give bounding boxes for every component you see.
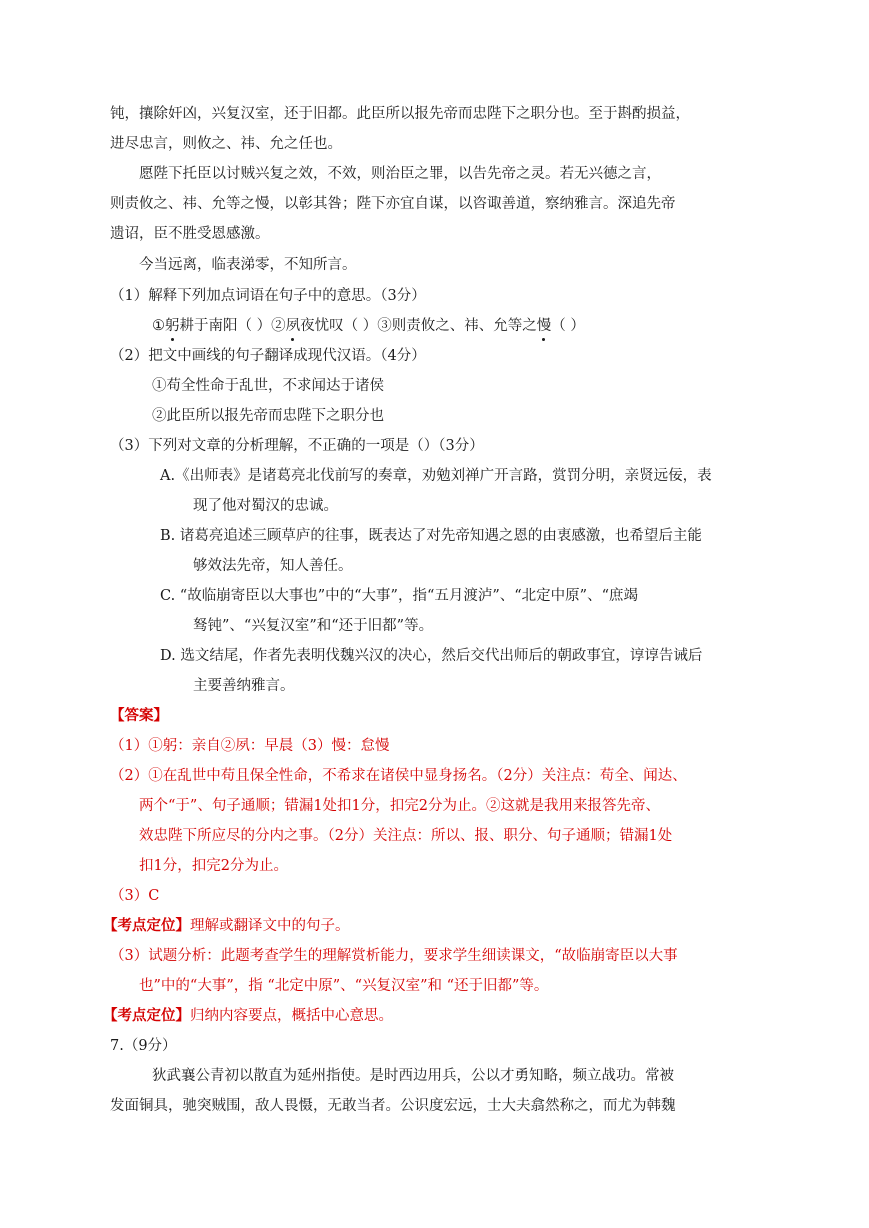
option-c: 驽钝”、“兴复汉室”和“还于旧都”等。 [193, 618, 434, 634]
question-2-stem: （2）把文中画线的句子翻译成现代汉语。（4分） [110, 348, 426, 364]
question-1-stem: （1）解释下列加点词语在句子中的意思。（3分） [110, 288, 426, 304]
dotted-word: 夙 [285, 318, 301, 334]
passage-line: 狄武襄公青初以散直为延州指使。是时西边用兵，公以才勇知略，频立战功。常被 [152, 1068, 674, 1084]
option-d: 主要善纳雅言。 [193, 678, 295, 694]
analysis-line: 也”中的“大事”，指 “北定中原”、“兴复汉室”和 “还于旧都”等。 [139, 978, 549, 994]
question-7-title: 7.（9分） [110, 1038, 177, 1054]
answer-line: 效忠陛下所应尽的分内之事。（2分）关注点：所以、报、职分、句子通顺；错漏1处 [139, 828, 673, 844]
passage-line: 钝，攘除奸凶，兴复汉室，还于旧都。此臣所以报先帝而忠陛下之职分也。至于斟酌损益， [110, 106, 690, 122]
answer-label: 【答案】 [110, 707, 168, 724]
question-1-items: ①躬耕于南阳（ ）②夙夜忧叹（ ）③则责攸之、祎、允等之慢（ ） [152, 318, 585, 334]
option-c: C. “故临崩寄臣以大事也”中的“大事”，指“五月渡泸”、“北定中原”、“庶竭 [160, 588, 639, 604]
dotted-word: 慢 [536, 318, 552, 334]
question-2-sentence: ①苟全性命于乱世，不求闻达于诸侯 [152, 378, 384, 394]
passage-line: 则责攸之、祎、允等之慢，以彰其咎；陛下亦宜自谋，以咨诹善道，察纳雅言。深追先帝 [110, 196, 676, 212]
passage-line: 愿陛下托臣以讨贼兴复之效，不效，则治臣之罪，以告先帝之灵。若无兴德之言， [139, 166, 661, 182]
passage-line: 进尽忠言，则攸之、祎、允之任也。 [110, 136, 342, 152]
answer-line: 扣1分，扣完2分为止。 [139, 858, 288, 874]
answer-line: （3）C [110, 888, 160, 904]
option-a: A.《出师表》是诸葛亮北伐前写的奏章，劝勉刘禅广开言路，赏罚分明，亲贤远佞，表 [160, 468, 712, 484]
answer-line: 两个“于”、句子通顺；错漏1处扣1分，扣完2分为止。②这就是我用来报答先帝、 [139, 798, 660, 814]
option-b: 够效法先帝，知人善任。 [193, 558, 353, 574]
option-b: B. 诸葛亮追述三顾草庐的往事，既表达了对先帝知遇之恩的由衷感激，也希望后主能 [160, 528, 702, 544]
exam-point: 【考点定位】归纳内容要点，概括中心意思。 [103, 1007, 393, 1024]
option-a: 现了他对蜀汉的忠诚。 [193, 498, 338, 514]
passage-line: 发面铜具，驰突贼围，敌人畏慑，无敢当者。公识度宏远，士大夫翕然称之，而尤为韩魏 [110, 1098, 676, 1114]
exam-point: 【考点定位】理解或翻译文中的句子。 [103, 917, 350, 934]
option-d: D. 选文结尾，作者先表明伐魏兴汉的决心，然后交代出师后的朝政事宜，谆谆告诫后 [160, 648, 703, 664]
dotted-word: 躬 [165, 318, 180, 334]
answer-line: （2）①在乱世中苟且保全性命，不希求在诸侯中显身扬名。（2分）关注点：苟全、闻达、 [110, 768, 687, 784]
passage-line: 遗诏，臣不胜受恩感激。 [110, 226, 270, 242]
question-2-sentence: ②此臣所以报先帝而忠陛下之职分也 [152, 408, 384, 424]
question-3-stem: （3）下列对文章的分析理解，不正确的一项是（）（3分） [110, 438, 484, 454]
answer-line: （1）①躬：亲自②夙：早晨（3）慢：怠慢 [110, 738, 390, 754]
analysis-line: （3）试题分析：此题考查学生的理解赏析能力，要求学生细读课文，“故临崩寄臣以大事 [110, 948, 678, 964]
passage-line: 今当远离，临表涕零，不知所言。 [139, 257, 357, 273]
